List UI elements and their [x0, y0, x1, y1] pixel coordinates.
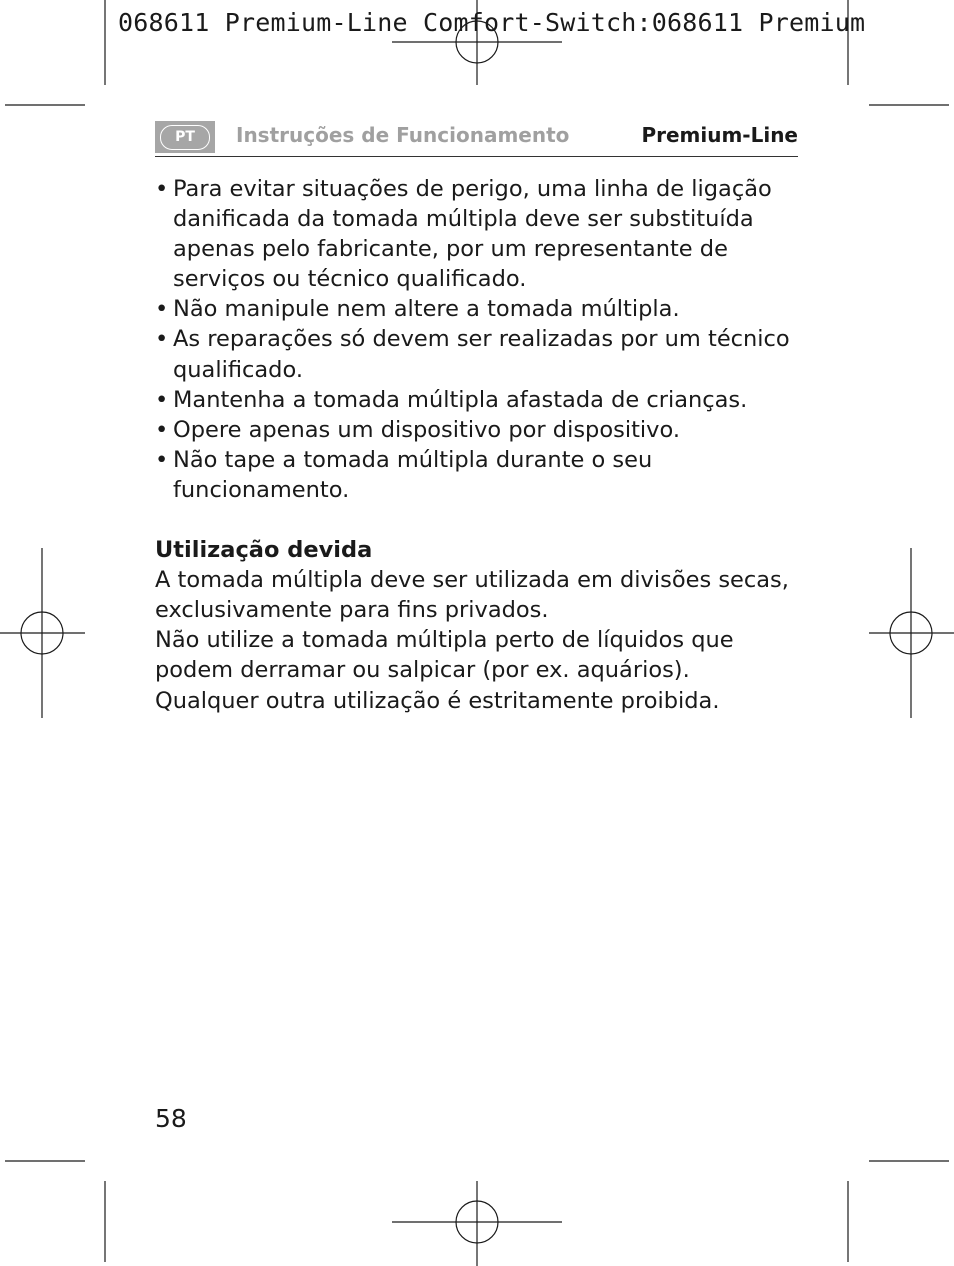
list-item-text: Não manipule nem altere a tomada múltipla.: [173, 296, 680, 323]
bullet-dot-icon: •: [155, 446, 169, 473]
list-item-text: Não tape a tomada múltipla durante o seu funcionamento.: [173, 446, 653, 503]
registration-target-left: [0, 548, 85, 718]
section-heading: Utilização devida: [155, 537, 373, 564]
list-item: [155, 294, 805, 324]
header-title: Instruções de Funcionamento: [236, 123, 570, 147]
section-spacer: [155, 505, 805, 535]
section-paragraph: Não utilize a tomada múltipla perto de líquidos que podem derramar ou salpicar (por ex. aquários).: [155, 627, 734, 684]
section-paragraph: A tomada múltipla deve ser utilizada em divisões secas, exclusivamente para fins privados.: [155, 567, 789, 624]
bullet-dot-icon: •: [155, 326, 169, 353]
registration-target-top: [392, 0, 562, 85]
page-number: 58: [155, 1104, 187, 1133]
list-item-text: Mantenha a tomada múltipla afastada de crianças.: [173, 386, 748, 413]
registration-target-bottom: [392, 1181, 562, 1266]
bullet-dot-icon: •: [155, 416, 169, 443]
bullet-dot-icon: •: [155, 296, 169, 323]
list-item: [155, 174, 805, 294]
page-content: [155, 174, 805, 716]
registration-target-right: [869, 548, 954, 718]
running-header: [155, 120, 798, 157]
list-item: [155, 415, 805, 445]
list-item: [155, 324, 805, 384]
safety-bullet-list: [155, 174, 805, 505]
list-item: [155, 385, 805, 415]
list-item-text: As reparações só devem ser realizadas por um técnico qualificado.: [173, 326, 790, 383]
bullet-dot-icon: •: [155, 176, 169, 202]
bullet-dot-icon: •: [155, 386, 169, 413]
header-product-name: Premium-Line: [641, 123, 798, 147]
list-item-text: Para evitar situações de perigo, uma linha de ligação danificada da tomada múltipla deve ser substituída apenas pelo fabricante, por um representante de serviços ou técnico qualificado.: [173, 176, 772, 293]
language-code: PT: [160, 125, 210, 150]
section-paragraph: Qualquer outra utilização é estritamente proibida.: [155, 687, 720, 714]
printer-slug-line: 068611 Premium-Line Comfort-Switch:068611 Premium: [118, 8, 866, 37]
language-badge: [155, 121, 215, 153]
list-item: [155, 445, 805, 505]
list-item-text: Opere apenas um dispositivo por dispositivo.: [173, 416, 680, 443]
